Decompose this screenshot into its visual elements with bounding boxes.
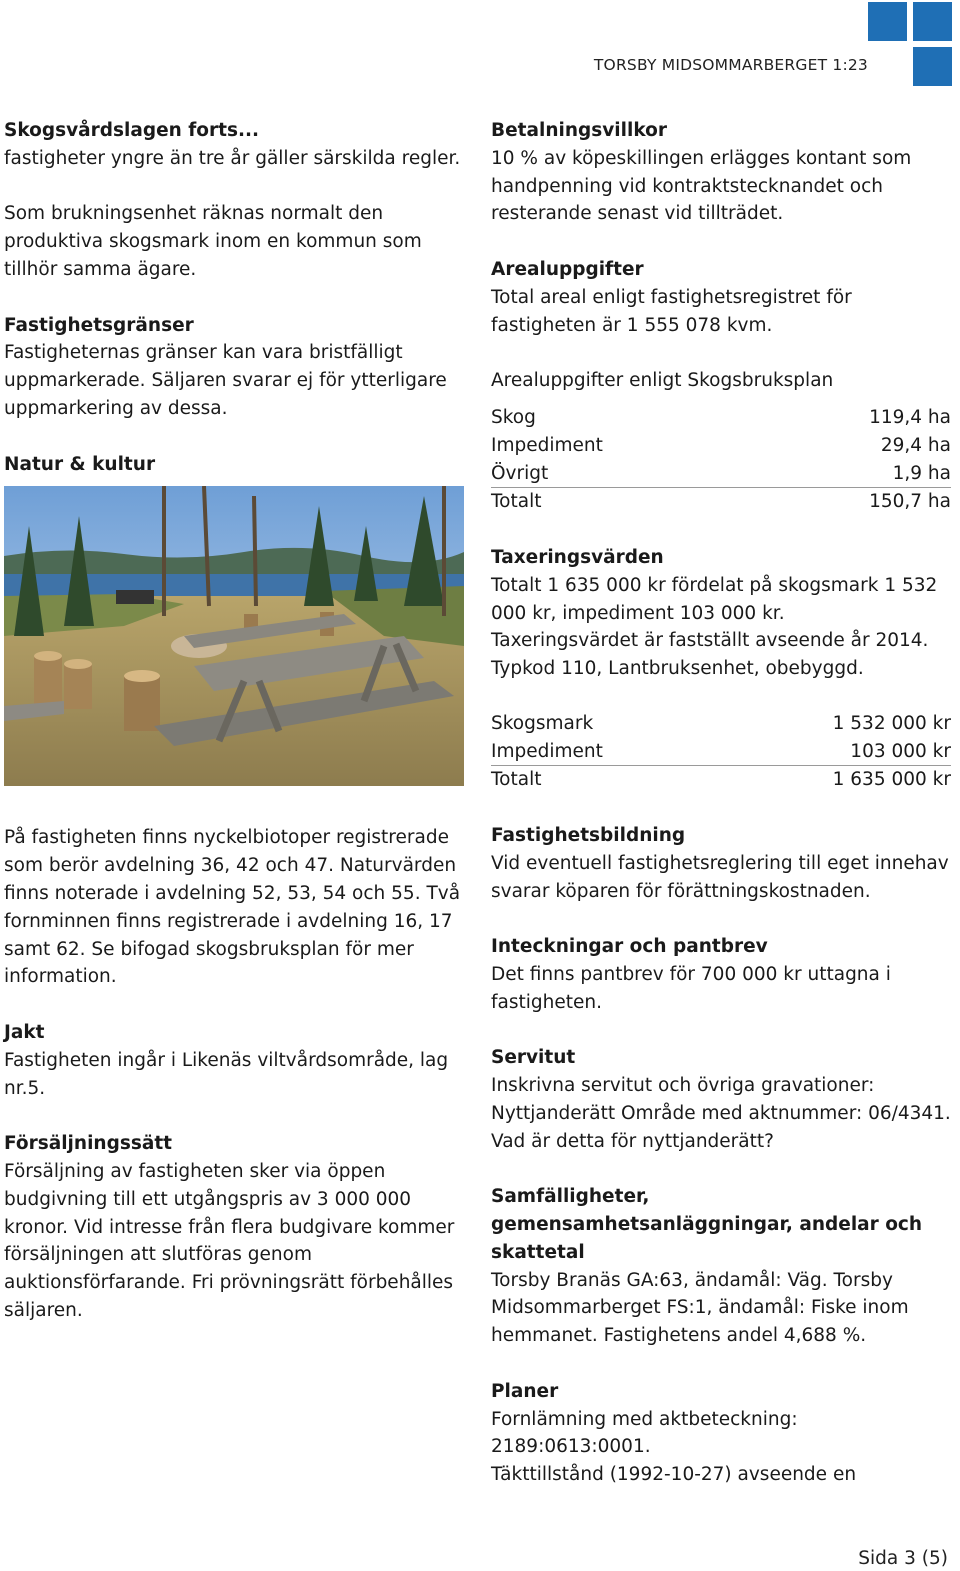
row-label: Totalt <box>491 766 715 794</box>
section-text: fastigheter yngre än tre år gäller särskilda regler. <box>4 147 461 169</box>
section-jakt <box>4 1019 474 1102</box>
section-brukningsenhet <box>4 200 474 283</box>
section-planer <box>491 1378 951 1489</box>
section-text: Inskrivna servitut och övriga gravationer: <box>491 1075 875 1097</box>
table-row <box>491 710 951 738</box>
section-text: Som brukningsenhet räknas normalt den produktiva skogsmark inom en kommun som tillhör samma ägare. <box>4 203 422 280</box>
row-value: 1,9 ha <box>892 462 951 484</box>
row-label: Skogsmark <box>491 712 594 734</box>
table-row <box>491 460 951 488</box>
section-fastighetsgranser <box>4 312 474 423</box>
row-label: Totalt <box>491 488 757 516</box>
row-label: Övrigt <box>491 462 549 484</box>
table-row-total <box>491 766 951 794</box>
table-row-total <box>491 488 951 516</box>
section-arealuppgifter-plan <box>491 367 951 516</box>
section-servitut <box>491 1044 951 1155</box>
section-inteckningar <box>491 933 951 1016</box>
row-value: 103 000 kr <box>850 740 951 762</box>
section-arealuppgifter <box>491 256 951 339</box>
section-text: Fastigheternas gränser kan vara bristfälligt uppmarkerade. Säljaren svarar ej för ytterligare uppmarkering av dessa. <box>4 342 447 419</box>
picnic-site-photo <box>4 486 464 786</box>
section-text: Fornlämning med aktbeteckning: 2189:0613:0001. <box>491 1408 798 1458</box>
section-heading: Arealuppgifter <box>491 258 644 280</box>
section-heading: Servitut <box>491 1047 576 1069</box>
section-forsaljningssatt <box>4 1130 474 1325</box>
logo-square <box>913 47 952 86</box>
page-number: Sida 3 (5) <box>858 1548 948 1569</box>
section-fastighetsbildning <box>491 822 951 905</box>
section-text: Torsby Branäs GA:63, ändamål: Väg. Torsby Midsommarberget FS:1, ändamål: Fiske inom hemmanet. Fastighetens andel 4,688 %. <box>491 1269 909 1347</box>
section-samfalligheter <box>491 1183 951 1350</box>
section-text: 10 % av köpeskillingen erlägges kontant som handpenning vid kontraktstecknandet och resterande senast vid tillträdet. <box>491 147 912 225</box>
table-row <box>491 738 951 766</box>
section-taxeringsvarden <box>491 544 951 683</box>
right-column <box>491 117 951 1517</box>
tax-table <box>491 710 951 794</box>
row-value: 1 635 000 kr <box>715 766 951 794</box>
section-text: Typkod 110, Lantbruksenhet, obebyggd. <box>491 658 864 680</box>
section-heading: Planer <box>491 1380 559 1402</box>
row-value: 150,7 ha <box>757 488 951 516</box>
row-value: 29,4 ha <box>880 434 951 456</box>
section-heading: Fastighetsbildning <box>491 824 686 846</box>
section-text: Nyttjanderätt Område med aktnummer: 06/4341. Vad är detta för nyttjanderätt? <box>491 1102 951 1152</box>
logo-square <box>913 2 952 41</box>
table-row <box>491 404 951 432</box>
section-heading: Samfälligheter, gemensamhetsanläggningar, andelar och skattetal <box>491 1186 923 1263</box>
section-text: Fastigheten ingår i Likenäs viltvårdsområde, lag nr.5. <box>4 1049 449 1099</box>
section-text: Totalt 1 635 000 kr fördelat på skogsmark 1 532 000 kr, impediment 103 000 kr. <box>491 574 938 624</box>
section-heading: Fastighetsgränser <box>4 314 194 336</box>
row-value: 119,4 ha <box>869 406 951 428</box>
section-text: Total areal enligt fastighetsregistret för fastigheten är 1 555 078 kvm. <box>491 286 852 336</box>
row-value: 1 532 000 kr <box>832 712 951 734</box>
section-text: Täkttillstånd (1992-10-27) avseende en <box>491 1464 857 1486</box>
section-subheading: Arealuppgifter enligt Skogsbruksplan <box>491 370 834 392</box>
area-table <box>491 404 951 516</box>
section-text: Vid eventuell fastighetsreglering till eget innehav svarar köparen för förättningskostnaden. <box>491 852 949 902</box>
row-label: Impediment <box>491 434 603 456</box>
section-text: Det finns pantbrev för 700 000 kr uttagna i fastigheten. <box>491 963 891 1013</box>
section-heading: Natur & kultur <box>4 453 156 475</box>
section-text: Försäljning av fastigheten sker via öppen budgivning till ett utgångspris av 3 000 000 kronor. Vid intresse från flera budgivare kommer försäljningen att slutföras genom auktionsförfarande. Fri prövningsrätt förbehålles säljaren. <box>4 1160 455 1321</box>
section-skogsvardslagen <box>4 117 474 173</box>
section-heading: Skogsvårdslagen forts... <box>4 120 260 141</box>
company-logo <box>868 0 960 88</box>
logo-square <box>868 2 907 41</box>
section-heading: Betalningsvillkor <box>491 120 667 141</box>
left-column <box>4 117 474 1353</box>
row-label: Skog <box>491 406 536 428</box>
document-header-title: TORSBY MIDSOMMARBERGET 1:23 <box>593 56 868 74</box>
table-row <box>491 432 951 460</box>
section-heading: Taxeringsvärden <box>491 546 664 568</box>
section-natur-kultur <box>4 451 474 992</box>
section-heading: Försäljningssätt <box>4 1133 173 1155</box>
section-text: Taxeringsvärdet är fastställt avseende år 2014. <box>491 630 929 652</box>
row-label: Impediment <box>491 740 603 762</box>
section-betalningsvillkor <box>491 117 951 228</box>
section-text: På fastigheten finns nyckelbiotoper registrerade som berör avdelning 36, 42 och 47. Naturvärden finns noterade i avdelning 52, 53, 54 och 55. Två fornminnen finns registrerade i avdelning 16, 17 samt 62. Se bifogad skogsbruksplan för mer information. <box>4 827 461 988</box>
section-heading: Inteckningar och pantbrev <box>491 936 768 958</box>
section-heading: Jakt <box>4 1021 45 1043</box>
